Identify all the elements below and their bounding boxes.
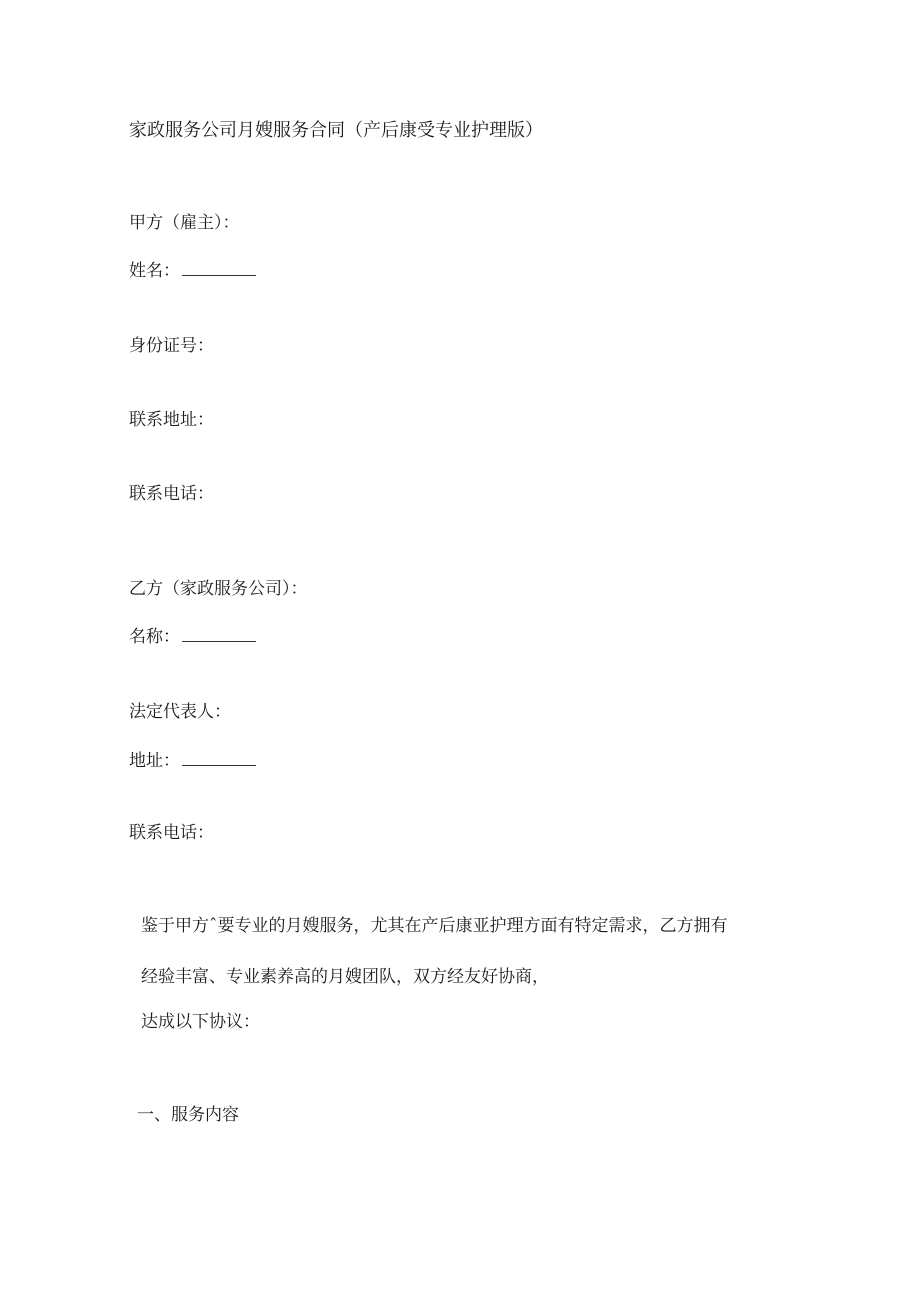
preamble-line-2: 经验丰富、专业素养高的月嫂团队，双方经友好协商， — [141, 967, 549, 987]
preamble-line-1: 鉴于甲方ˆ要专业的月嫂服务，尤其在产后康亚护理方面有特定需求，乙方拥有 — [141, 916, 728, 936]
party-b-name-label: 名称： — [129, 627, 180, 647]
party-b-name-blank[interactable] — [182, 625, 256, 642]
party-a-name-row — [129, 259, 256, 282]
party-a-phone-label: 联系电话： — [129, 484, 214, 504]
party-a-id-label: 身份证号： — [129, 336, 214, 356]
party-b-address-blank[interactable] — [182, 749, 256, 766]
document-title: 家政服务公司月嫂服务合同（产后康受专业护理版） — [129, 120, 543, 141]
party-b-heading: 乙方（家政服务公司）： — [129, 579, 308, 599]
party-b-phone-label: 联系电话： — [129, 823, 214, 843]
party-a-name-blank[interactable] — [182, 259, 256, 276]
party-b-address-label: 地址： — [129, 751, 180, 771]
party-b-address-row — [129, 749, 256, 772]
preamble-line-3: 达成以下协议： — [141, 1012, 260, 1032]
party-b-name-row — [129, 625, 256, 648]
party-a-heading: 甲方（雇主）： — [129, 213, 240, 233]
section-1-heading: 一、服务内容 — [137, 1105, 239, 1125]
party-b-legal-rep-label: 法定代表人： — [129, 702, 231, 722]
party-a-name-label: 姓名： — [129, 261, 180, 281]
party-a-address-label: 联系地址： — [129, 410, 214, 430]
